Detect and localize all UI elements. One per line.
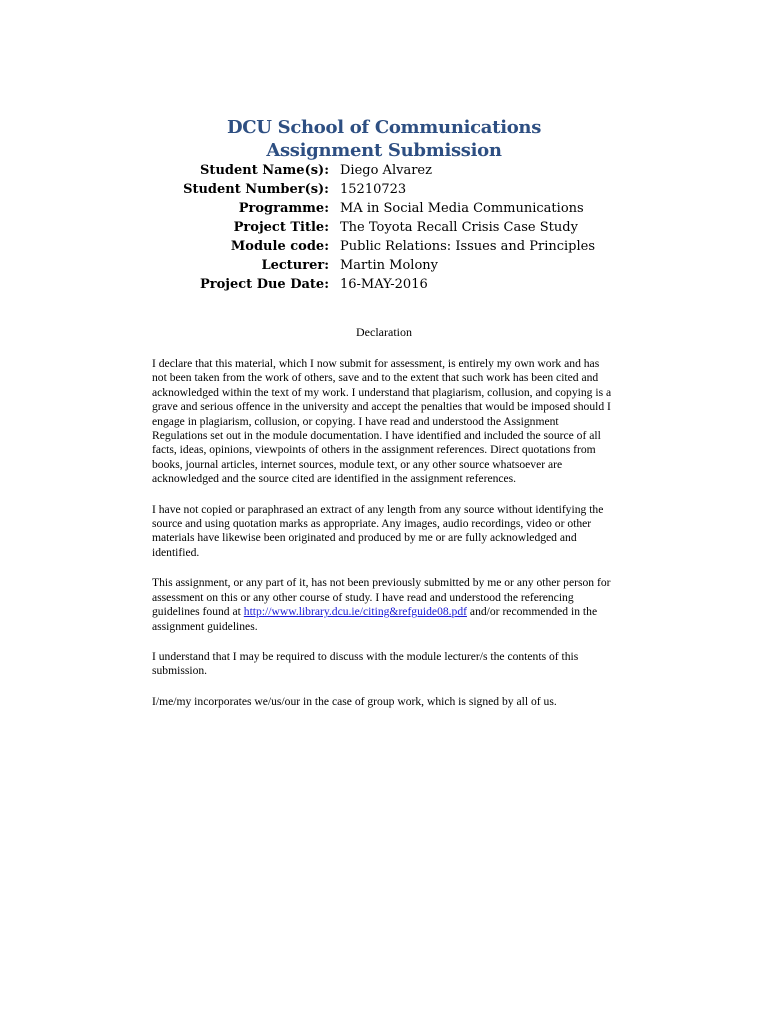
info-row-project-title [170, 218, 640, 237]
declaration-paragraph-3 [152, 576, 616, 634]
student-name-value: Diego Alvarez [340, 163, 432, 178]
student-number-value: 15210723 [340, 182, 407, 197]
student-number-label: Student Number(s): [183, 182, 329, 197]
paragraph-3-text-end: and/or recommended in the assignment guidelines. [152, 605, 598, 633]
info-row-student-name [170, 161, 640, 180]
module-code-label: Module code: [230, 239, 329, 254]
lecturer-value: Martin Molony [340, 258, 439, 273]
paragraph-3-text: This assignment, or any part of it, has not been previously submitted by me or any other person for assessment on this or any other course of study. I have read and understood the referencing guidelines found at [152, 576, 611, 619]
info-row-student-number [170, 180, 640, 199]
student-name-label: Student Name(s): [200, 163, 329, 178]
programme-value: MA in Social Media Communications [340, 201, 584, 216]
declaration-heading: Declaration [356, 325, 412, 339]
project-title-value: The Toyota Recall Crisis Case Study [340, 220, 578, 235]
due-date-value: 16-MAY-2016 [340, 277, 428, 292]
programme-label: Programme: [238, 201, 329, 216]
submission-title: Assignment Submission [266, 140, 502, 161]
declaration-paragraph-2: I have not copied or paraphrased an extract of any length from any source without identifying the source and using quotation marks as appropriate. Any images, audio recordings, video or other materials have likewise been originated and produced by me or are fully acknowledged and identified. [152, 502, 604, 559]
due-date-label: Project Due Date: [199, 277, 329, 292]
referencing-guide-link[interactable]: http://www.library.dcu.ie/citing&refguide08.pdf [243, 605, 468, 619]
lecturer-label: Lecturer: [261, 258, 329, 273]
info-row-programme [170, 199, 640, 218]
declaration-paragraph-1: I declare that this material, which I now submit for assessment, is entirely my own work and has not been taken from the work of others, save and to the extent that such work has been cited and acknowledged within the text of my work. I understand that plagiarism, collusion, and copying is a grave and serious offence in the university and accept the penalties that would be imposed should I engage in plagiarism, collusion, or copying. I have read and understood the Assignment Regulations set out in the module documentation. I have identified and included the source of all facts, ideas, opinions, viewpoints of others in the assignment references. Direct quotations from books, journal articles, internet sources, module text, or any other source whatsoever are acknowledged and the source cited are identified in the assignment references. [152, 357, 612, 486]
project-title-label: Project Title: [233, 220, 329, 235]
info-row-due-date [170, 275, 640, 294]
declaration-paragraph-5: I/me/my incorporates we/us/our in the case of group work, which is signed by all of us. [152, 694, 557, 708]
declaration-body [152, 357, 616, 725]
info-row-module-code [170, 237, 640, 256]
module-code-value: Public Relations: Issues and Principles [340, 239, 596, 254]
info-row-lecturer [170, 256, 640, 275]
school-title: DCU School of Communications [226, 117, 542, 138]
declaration-paragraph-4: I understand that I may be required to discuss with the module lecturer/s the contents of this submission. [152, 649, 579, 678]
student-info-table [170, 161, 640, 294]
